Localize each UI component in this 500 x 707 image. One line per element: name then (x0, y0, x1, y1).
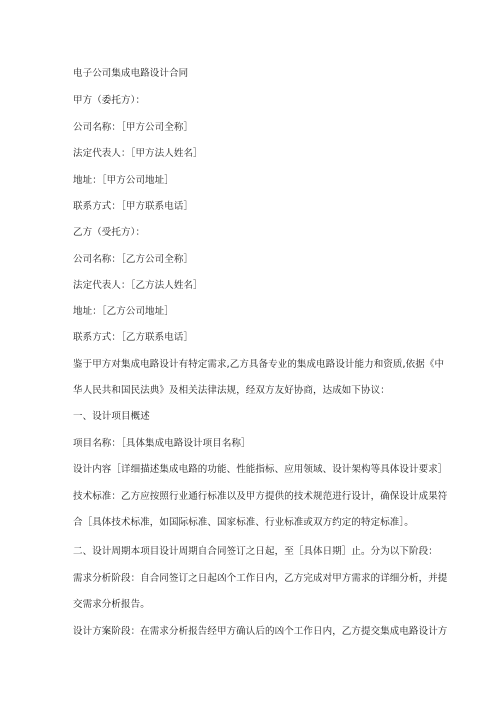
party-b-contact: 联系方式：［乙方联系电话］ (73, 332, 194, 343)
requirement-analysis-line-1: 需求分析阶段：自合同签订之日起凶个工作日内，乙方完成对甲方需求的详细分析，并提 (73, 573, 448, 584)
party-b-company-name: 公司名称：［乙方公司全称］ (73, 254, 194, 265)
party-a-contact: 联系方式：［甲方联系电话］ (73, 201, 194, 212)
design-content: 设计内容［详细描述集成电路的功能、性能指标、应用领域、设计架构等具体设计要求］ (73, 464, 448, 475)
party-a-company-name: 公司名称：［甲方公司全称］ (73, 122, 194, 133)
party-b-heading: 乙方（受托方）： (73, 227, 146, 238)
design-scheme-line-1: 设计方案阶段：在需求分析报告经甲方确认后的凶个工作日内，乙方提交集成电路设计方 (73, 626, 448, 637)
party-b-address: 地址：［乙方公司地址］ (73, 306, 174, 317)
section-2-heading: 二、设计周期本项目设计周期自合同签订之日起，至［具体日期］止。分为以下阶段： (73, 546, 438, 557)
party-a-address: 地址：［甲方公司地址］ (73, 175, 174, 186)
preamble-line-2: 华人民共和国民法典》及相关法律法规，经双方友好协商，达成如下协议： (73, 385, 390, 396)
technical-standard-line-1: 技术标准：乙方应按照行业通行标准以及甲方提供的技术规范进行设计，确保设计成果符 (73, 491, 448, 502)
project-name: 项目名称：［具体集成电路设计项目名称］ (73, 438, 251, 449)
party-b-legal-representative: 法定代表人：［乙方法人姓名］ (73, 280, 203, 291)
requirement-analysis-line-2: 交需求分析报告。 (73, 599, 150, 610)
contract-title: 电子公司集成电路设计合同 (73, 68, 189, 79)
preamble-line-1: 鉴于甲方对集成电路设计有特定需求,乙方具备专业的集成电路设计能力和资质,依据《中 (73, 359, 445, 370)
section-1-heading: 一、设计项目概述 (73, 411, 150, 422)
party-a-heading: 甲方（委托方）： (73, 95, 146, 106)
party-a-legal-representative: 法定代表人：［甲方法人姓名］ (73, 148, 203, 159)
technical-standard-line-2: 合［具体技术标准，如国际标准、国家标准、行业标准或双方约定的特定标准］。 (73, 517, 414, 528)
